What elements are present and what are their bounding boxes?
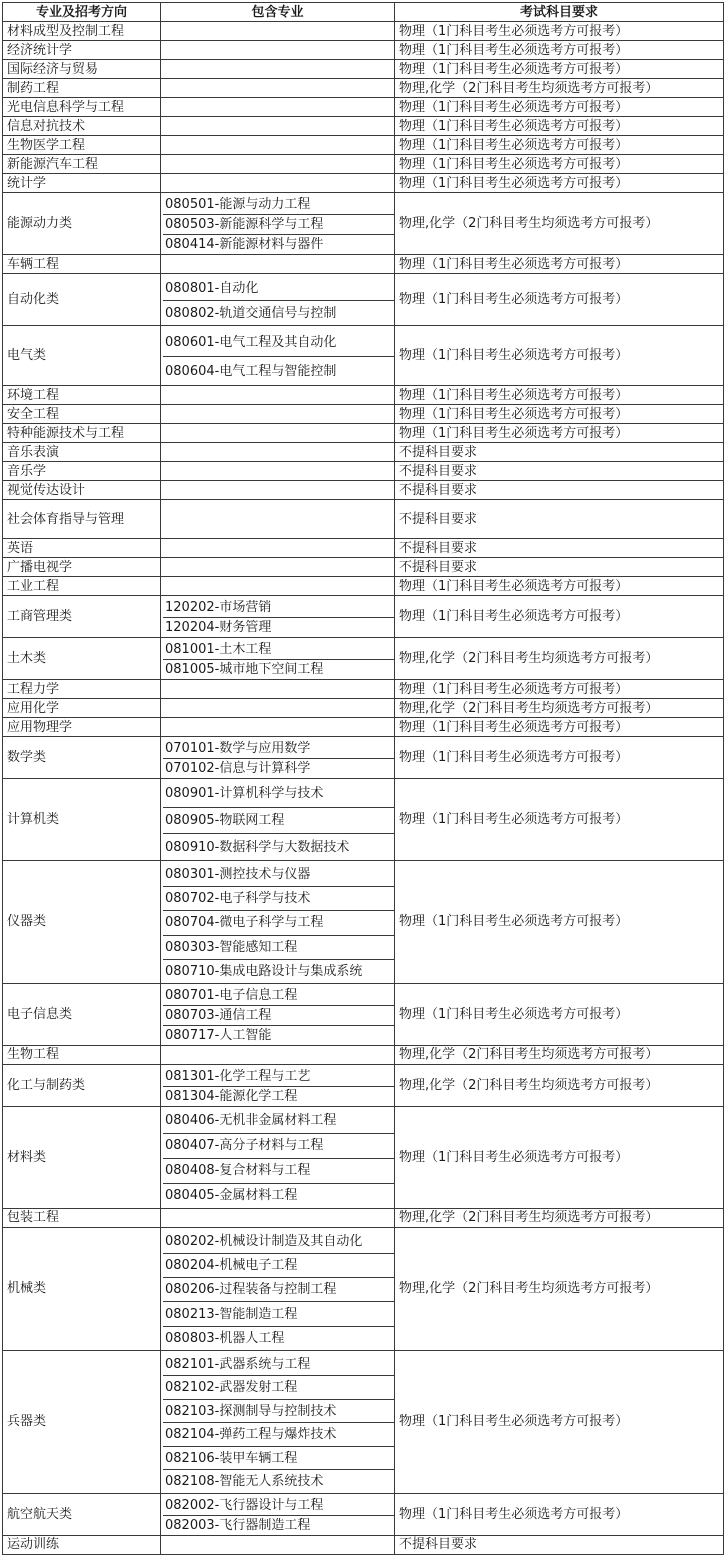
list-item <box>163 781 395 807</box>
exam-requirement: 物理,化学（2门科目考生均须选考方可报考） <box>395 638 724 680</box>
list-item <box>163 1109 395 1134</box>
major-name: 英语 <box>3 539 161 558</box>
included-major: 080213-智能制造工程 <box>163 1302 395 1326</box>
included-major: 082103-探测制导与控制技术 <box>163 1399 395 1423</box>
included-majors <box>161 155 395 174</box>
included-majors <box>161 1350 395 1493</box>
list-item <box>163 986 395 1006</box>
included-majors-list <box>163 1230 395 1350</box>
major-name: 生物医学工程 <box>3 136 161 155</box>
major-name: 应用化学 <box>3 699 161 718</box>
exam-requirement: 物理（1门科目考生必须选考方可报考） <box>395 174 724 193</box>
list-item <box>163 357 395 386</box>
included-majors <box>161 1493 395 1535</box>
included-majors <box>161 1045 395 1064</box>
included-major: 080905-物联网工程 <box>163 807 395 834</box>
list-item <box>163 328 395 357</box>
table-row <box>3 98 724 117</box>
table-row <box>3 274 724 326</box>
table-row <box>3 737 724 779</box>
major-name: 音乐表演 <box>3 443 161 462</box>
included-majors <box>161 737 395 779</box>
table-row <box>3 1350 724 1493</box>
included-major: 081001-土木工程 <box>163 640 395 660</box>
included-major: 080206-过程装备与控制工程 <box>163 1278 395 1302</box>
included-major: 081304-能源化学工程 <box>165 1088 298 1104</box>
major-name: 生物工程 <box>3 1045 161 1064</box>
included-major: 080501-能源与动力工程 <box>163 195 395 215</box>
exam-requirement: 不提科目要求 <box>395 539 724 558</box>
included-majors-list <box>163 739 395 778</box>
table-row <box>3 1106 724 1208</box>
table-row <box>3 79 724 98</box>
table-row <box>3 1208 724 1227</box>
exam-requirement: 物理（1门科目考生必须选考方可报考） <box>395 60 724 79</box>
list-item <box>163 215 395 235</box>
exam-requirement: 物理（1门科目考生必须选考方可报考） <box>395 680 724 699</box>
list-item <box>163 1302 395 1326</box>
list-item <box>163 598 395 618</box>
major-name: 材料成型及控制工程 <box>3 22 161 41</box>
included-majors <box>161 174 395 193</box>
table-row <box>3 41 724 60</box>
table-row <box>3 462 724 481</box>
included-majors <box>161 136 395 155</box>
major-name: 工业工程 <box>3 577 161 596</box>
list-item <box>163 1067 395 1087</box>
included-majors <box>161 41 395 60</box>
major-name: 社会体育指导与管理 <box>3 500 161 539</box>
exam-requirement: 物理（1门科目考生必须选考方可报考） <box>395 1106 724 1208</box>
exam-requirement: 物理,化学（2门科目考生均须选考方可报考） <box>395 1064 724 1106</box>
exam-requirement: 物理（1门科目考生必须选考方可报考） <box>395 326 724 386</box>
exam-requirement: 不提科目要求 <box>395 443 724 462</box>
list-item <box>163 1133 395 1158</box>
table-row <box>3 255 724 274</box>
included-majors <box>161 558 395 577</box>
included-major: 080303-智能感知工程 <box>163 935 395 959</box>
list-item <box>163 1183 395 1208</box>
included-majors <box>161 117 395 136</box>
major-name: 包装工程 <box>3 1208 161 1227</box>
included-major: 080407-高分子材料与工程 <box>163 1133 395 1158</box>
included-major: 080405-金属材料工程 <box>165 1188 298 1204</box>
included-major: 080406-无机非金属材料工程 <box>163 1109 395 1134</box>
included-major: 070102-信息与计算科学 <box>165 761 311 776</box>
major-name: 兵器类 <box>3 1350 161 1493</box>
exam-requirement: 物理（1门科目考生必须选考方可报考） <box>395 136 724 155</box>
major-name: 计算机类 <box>3 779 161 861</box>
table-body <box>3 22 724 1555</box>
included-major: 082104-弹药工程与爆炸技术 <box>163 1423 395 1447</box>
exam-requirement: 不提科目要求 <box>395 1535 724 1554</box>
included-majors <box>161 638 395 680</box>
included-majors <box>161 98 395 117</box>
included-majors <box>161 1106 395 1208</box>
list-item <box>163 301 395 326</box>
included-majors-list <box>163 276 395 325</box>
subject-requirements-table <box>2 2 724 1555</box>
exam-requirement: 物理（1门科目考生必须选考方可报考） <box>395 22 724 41</box>
list-item <box>163 1515 395 1535</box>
exam-requirement: 不提科目要求 <box>395 481 724 500</box>
exam-requirement: 物理（1门科目考生必须选考方可报考） <box>395 405 724 424</box>
major-name: 机械类 <box>3 1227 161 1350</box>
included-major: 080414-新能源材料与器件 <box>165 237 324 252</box>
major-name: 视觉传达设计 <box>3 481 161 500</box>
table-row <box>3 386 724 405</box>
included-major: 080803-机器人工程 <box>165 1330 285 1346</box>
table-row <box>3 718 724 737</box>
table-header-row <box>3 3 724 22</box>
included-major: 080702-电子科学与技术 <box>163 887 395 911</box>
major-name: 统计学 <box>3 174 161 193</box>
major-name: 土木类 <box>3 638 161 680</box>
included-majors <box>161 60 395 79</box>
major-name: 工商管理类 <box>3 596 161 638</box>
table-row <box>3 481 724 500</box>
included-major: 080301-测控技术与仪器 <box>163 863 395 887</box>
exam-requirement: 物理（1门科目考生必须选考方可报考） <box>395 779 724 861</box>
included-majors <box>161 193 395 255</box>
list-item <box>163 1326 395 1350</box>
major-name: 自动化类 <box>3 274 161 326</box>
list-item <box>163 1353 395 1376</box>
included-majors <box>161 539 395 558</box>
included-major: 082101-武器系统与工程 <box>163 1353 395 1376</box>
included-major: 080202-机械设计制造及其自动化 <box>163 1230 395 1254</box>
table-row <box>3 117 724 136</box>
included-major: 080601-电气工程及其自动化 <box>163 328 395 357</box>
list-item <box>163 1376 395 1400</box>
included-majors <box>161 718 395 737</box>
exam-requirement: 不提科目要求 <box>395 462 724 481</box>
exam-requirement: 物理（1门科目考生必须选考方可报考） <box>395 737 724 779</box>
list-item <box>163 1399 395 1423</box>
included-majors <box>161 860 395 983</box>
table-row <box>3 1493 724 1535</box>
list-item <box>163 1025 395 1045</box>
included-majors-list <box>163 598 395 637</box>
included-major: 080901-计算机科学与技术 <box>163 781 395 807</box>
major-name: 能源动力类 <box>3 193 161 255</box>
included-majors <box>161 596 395 638</box>
included-major: 080408-复合材料与工程 <box>163 1158 395 1183</box>
exam-requirement: 物理（1门科目考生必须选考方可报考） <box>395 860 724 983</box>
major-name: 国际经济与贸易 <box>3 60 161 79</box>
list-item <box>163 1230 395 1254</box>
header-major: 专业及招考方向 <box>3 3 161 22</box>
table-row <box>3 1227 724 1350</box>
exam-requirement: 物理,化学（2门科目考生均须选考方可报考） <box>395 1227 724 1350</box>
exam-requirement: 物理,化学（2门科目考生均须选考方可报考） <box>395 1208 724 1227</box>
major-name: 应用物理学 <box>3 718 161 737</box>
exam-requirement: 物理（1门科目考生必须选考方可报考） <box>395 983 724 1045</box>
list-item <box>163 935 395 959</box>
table-row <box>3 638 724 680</box>
included-major: 080204-机械电子工程 <box>163 1254 395 1278</box>
included-major: 082102-武器发射工程 <box>163 1376 395 1400</box>
included-major: 080701-电子信息工程 <box>163 986 395 1006</box>
list-item <box>163 911 395 935</box>
included-majors-list <box>163 1496 395 1535</box>
included-majors-list <box>163 986 395 1045</box>
exam-requirement: 物理（1门科目考生必须选考方可报考） <box>395 155 724 174</box>
major-name: 光电信息科学与工程 <box>3 98 161 117</box>
included-majors-list <box>163 195 395 254</box>
table-row <box>3 136 724 155</box>
included-majors <box>161 699 395 718</box>
table-row <box>3 1535 724 1554</box>
list-item <box>163 1470 395 1493</box>
list-item <box>163 195 395 215</box>
header-exam-requirement: 考试科目要求 <box>395 3 724 22</box>
list-item <box>163 618 395 638</box>
included-majors <box>161 79 395 98</box>
included-majors-list <box>163 1353 395 1493</box>
exam-requirement: 物理,化学（2门科目考生均须选考方可报考） <box>395 79 724 98</box>
table-row <box>3 539 724 558</box>
list-item <box>163 834 395 860</box>
table-row <box>3 699 724 718</box>
exam-requirement: 物理（1门科目考生必须选考方可报考） <box>395 274 724 326</box>
included-major: 081005-城市地下空间工程 <box>165 662 324 677</box>
major-name: 环境工程 <box>3 386 161 405</box>
included-major: 081301-化学工程与工艺 <box>163 1067 395 1087</box>
major-name: 车辆工程 <box>3 255 161 274</box>
list-item <box>163 1423 395 1447</box>
table-row <box>3 558 724 577</box>
included-majors-list <box>163 640 395 679</box>
major-name: 航空航天类 <box>3 1493 161 1535</box>
included-major: 120202-市场营销 <box>163 598 395 618</box>
included-major: 082003-飞行器制造工程 <box>165 1517 311 1533</box>
major-name: 安全工程 <box>3 405 161 424</box>
included-majors-list <box>163 328 395 385</box>
exam-requirement: 物理,化学（2门科目考生均须选考方可报考） <box>395 699 724 718</box>
table-row <box>3 680 724 699</box>
table-row <box>3 193 724 255</box>
included-majors <box>161 481 395 500</box>
included-major: 080910-数据科学与大数据技术 <box>165 839 350 855</box>
exam-requirement: 物理（1门科目考生必须选考方可报考） <box>395 577 724 596</box>
list-item <box>163 887 395 911</box>
exam-requirement: 物理（1门科目考生必须选考方可报考） <box>395 386 724 405</box>
included-majors-list <box>163 1109 395 1208</box>
included-majors <box>161 983 395 1045</box>
included-major: 082002-飞行器设计与工程 <box>163 1496 395 1516</box>
major-name: 电子信息类 <box>3 983 161 1045</box>
list-item <box>163 276 395 301</box>
table-row <box>3 779 724 861</box>
major-name: 制药工程 <box>3 79 161 98</box>
table-row <box>3 577 724 596</box>
list-item <box>163 759 395 779</box>
table-row <box>3 326 724 386</box>
table-row <box>3 60 724 79</box>
included-majors <box>161 386 395 405</box>
exam-requirement: 物理（1门科目考生必须选考方可报考） <box>395 1493 724 1535</box>
included-majors <box>161 405 395 424</box>
table-row <box>3 424 724 443</box>
included-majors-list <box>163 863 395 983</box>
included-majors <box>161 779 395 861</box>
exam-requirement: 物理（1门科目考生必须选考方可报考） <box>395 98 724 117</box>
table-row <box>3 500 724 539</box>
table-row <box>3 983 724 1045</box>
major-name: 新能源汽车工程 <box>3 155 161 174</box>
list-item <box>163 660 395 680</box>
list-item <box>163 1496 395 1516</box>
list-item <box>163 959 395 983</box>
included-majors <box>161 1208 395 1227</box>
exam-requirement: 物理（1门科目考生必须选考方可报考） <box>395 718 724 737</box>
included-majors <box>161 500 395 539</box>
major-name: 特种能源技术与工程 <box>3 424 161 443</box>
included-majors <box>161 274 395 326</box>
included-majors <box>161 424 395 443</box>
list-item <box>163 1278 395 1302</box>
major-name: 材料类 <box>3 1106 161 1208</box>
included-majors <box>161 1227 395 1350</box>
exam-requirement: 物理（1门科目考生必须选考方可报考） <box>395 424 724 443</box>
table-row <box>3 405 724 424</box>
list-item <box>163 739 395 759</box>
list-item <box>163 640 395 660</box>
included-majors <box>161 462 395 481</box>
included-majors <box>161 255 395 274</box>
table-row <box>3 596 724 638</box>
exam-requirement: 物理,化学（2门科目考生均须选考方可报考） <box>395 193 724 255</box>
major-name: 化工与制药类 <box>3 1064 161 1106</box>
major-name: 数学类 <box>3 737 161 779</box>
included-majors-list <box>163 781 395 860</box>
included-major: 080710-集成电路设计与集成系统 <box>165 963 363 979</box>
included-major: 070101-数学与应用数学 <box>163 739 395 759</box>
table-row <box>3 174 724 193</box>
major-name: 广播电视学 <box>3 558 161 577</box>
list-item <box>163 1005 395 1025</box>
list-item <box>163 1254 395 1278</box>
list-item <box>163 1158 395 1183</box>
list-item <box>163 1086 395 1106</box>
included-majors <box>161 577 395 596</box>
list-item <box>163 807 395 834</box>
major-name: 运动训练 <box>3 1535 161 1554</box>
major-name: 仪器类 <box>3 860 161 983</box>
included-majors <box>161 443 395 462</box>
exam-requirement: 不提科目要求 <box>395 558 724 577</box>
exam-requirement: 不提科目要求 <box>395 500 724 539</box>
major-name: 信息对抗技术 <box>3 117 161 136</box>
included-major: 080703-通信工程 <box>163 1005 395 1025</box>
major-name: 经济统计学 <box>3 41 161 60</box>
exam-requirement: 物理（1门科目考生必须选考方可报考） <box>395 596 724 638</box>
major-name: 工程力学 <box>3 680 161 699</box>
table-row <box>3 860 724 983</box>
exam-requirement: 物理,化学（2门科目考生均须选考方可报考） <box>395 1045 724 1064</box>
table-row <box>3 1064 724 1106</box>
major-name: 电气类 <box>3 326 161 386</box>
included-major: 080717-人工智能 <box>165 1027 272 1043</box>
included-majors <box>161 1064 395 1106</box>
included-majors-list <box>163 1067 395 1106</box>
list-item <box>163 235 395 255</box>
included-majors <box>161 1535 395 1554</box>
table-row <box>3 1045 724 1064</box>
included-major: 120204-财务管理 <box>165 620 272 635</box>
table-row <box>3 443 724 462</box>
exam-requirement: 物理（1门科目考生必须选考方可报考） <box>395 117 724 136</box>
included-majors <box>161 326 395 386</box>
exam-requirement: 物理（1门科目考生必须选考方可报考） <box>395 41 724 60</box>
included-major: 082108-智能无人系统技术 <box>165 1474 324 1490</box>
list-item <box>163 863 395 887</box>
header-included-majors: 包含专业 <box>161 3 395 22</box>
exam-requirement: 物理（1门科目考生必须选考方可报考） <box>395 1350 724 1493</box>
exam-requirement: 物理（1门科目考生必须选考方可报考） <box>395 255 724 274</box>
included-major: 082106-装甲车辆工程 <box>163 1446 395 1470</box>
included-majors <box>161 22 395 41</box>
included-majors <box>161 680 395 699</box>
table-row <box>3 155 724 174</box>
table-row <box>3 22 724 41</box>
included-major: 080604-电气工程与智能控制 <box>165 363 337 379</box>
included-major: 080802-轨道交通信号与控制 <box>165 305 337 321</box>
included-major: 080503-新能源科学与工程 <box>163 215 395 235</box>
list-item <box>163 1446 395 1470</box>
included-major: 080704-微电子科学与工程 <box>163 911 395 935</box>
major-name: 音乐学 <box>3 462 161 481</box>
included-major: 080801-自动化 <box>163 276 395 301</box>
